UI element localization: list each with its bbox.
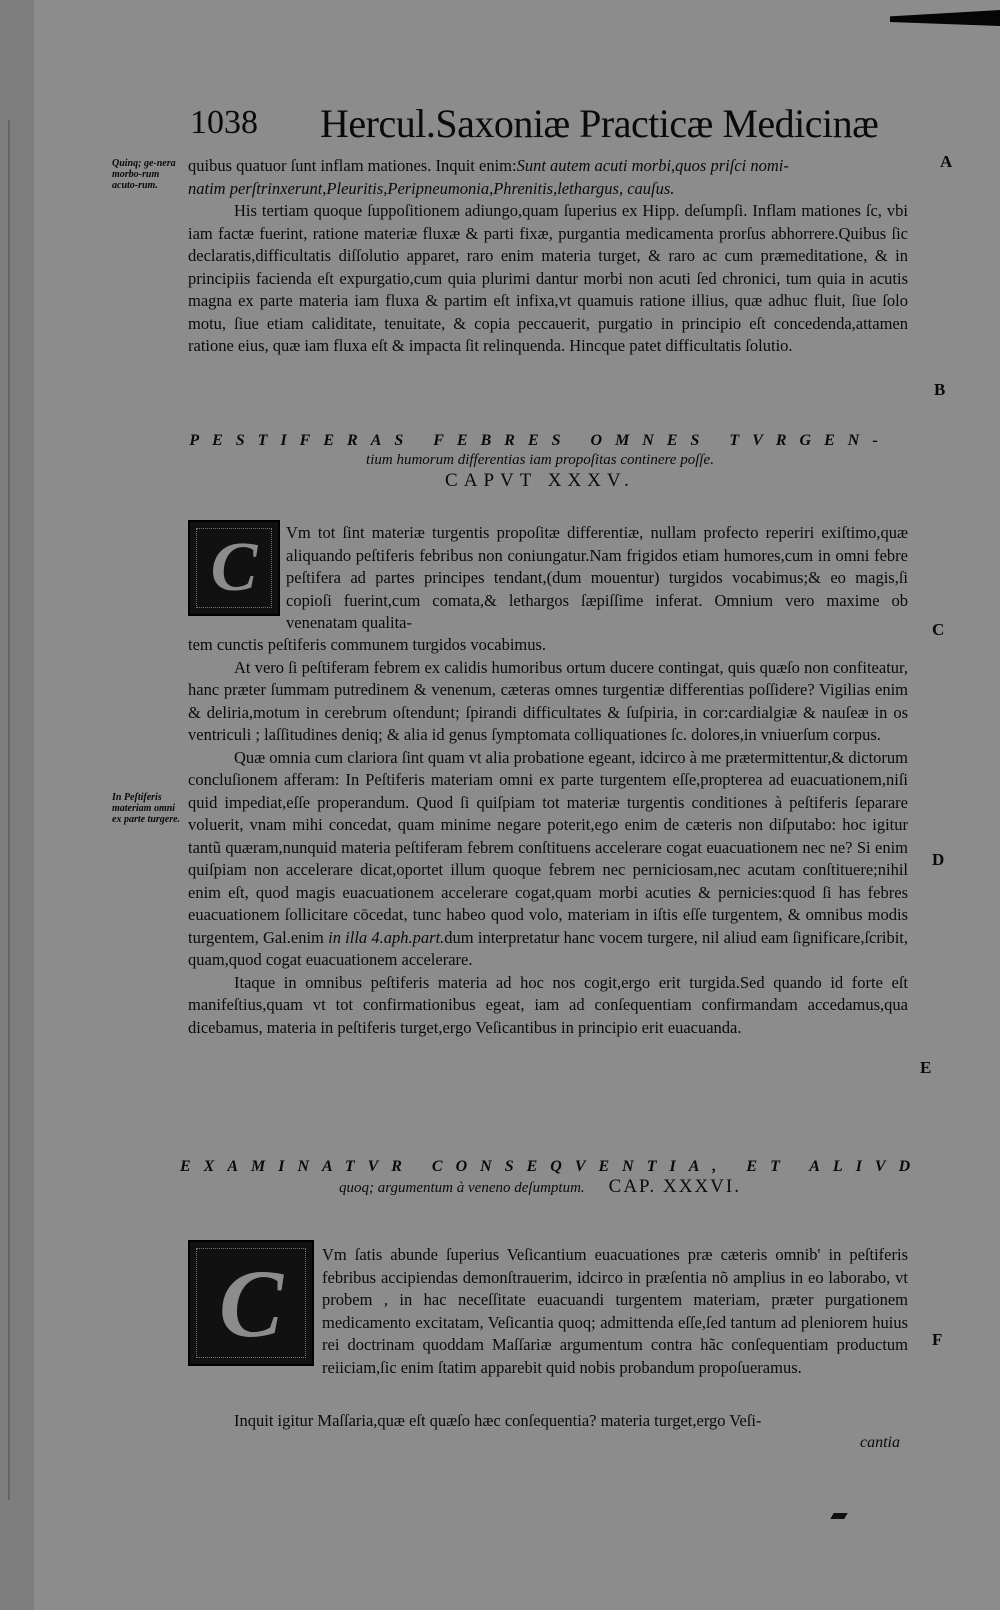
line1-text: quibus quatuor ſunt inflam mationes. Inquit enim: — [188, 156, 517, 175]
section-marker-f: F — [932, 1330, 943, 1349]
chapter35-opening-text: Vm tot ſint materiæ turgentis propoſitæ differentiæ, nullam profecto reperiri exiſtimo,quæ aliquando peſtiferis febribus non coniungatur.Nam frigidos etiam humores,cum in omni febre peſtifera ad partes principes tendant,(dum mouentur) turgidos vocabimus;& eo magis,ſi copioſi fuerint,cum comata,& lethargos ſæpiſſime inferat. Omnium vero maxime ob venenatam qualita- — [286, 523, 908, 632]
chapter36-body — [188, 1410, 908, 1433]
spine-line — [8, 120, 10, 1500]
chapter35-para3 — [188, 747, 908, 972]
folio-number: 1038 — [190, 104, 258, 141]
section-marker-a: A — [940, 152, 953, 171]
decorated-initial-c — [188, 520, 280, 616]
section-marker-d: D — [932, 850, 945, 869]
chapter35-subtitle: tium humorum differentias iam propoſitas continere poſſe. — [366, 452, 714, 468]
chapter36-para2: Inquit igitur Maſſaria,quæ eſt quæſo hæc conſequentia? materia turget,ergo Veſi- — [234, 1411, 762, 1430]
section1-text — [188, 155, 908, 358]
catchword: cantia — [860, 1434, 900, 1451]
para3-end: dum interpretatur hanc vocem turgere, nil aliud eam ſignificare,ſcribit, quam,quod cogat euacuationem accelerare. — [188, 927, 908, 969]
bottom-mark — [830, 1513, 847, 1519]
chapter35-after-initial: tem cunctis peſtiferis communem turgidos vocabimus. — [188, 635, 547, 654]
chapter36-opening — [322, 1244, 908, 1379]
initial-letter: C — [210, 529, 258, 606]
chapter35-heading — [180, 432, 900, 492]
section1-paragraph: His tertiam quoque ſuppoſitionem adiungo,quam ſuperius ex Hipp. deſumpſi. Inflam mationes ſc, vbi iam factæ fuerint, ratione materiæ fluxæ & parti fixæ, purgantia medicamenta prorſus abhorrere.Quibus ſic declaratis,difficultatis diſſolutio apparet, raro enim materia turget, & raro ac cum præmeditatione, & in principiis facienda eſt expurgatio,cum quia plurimi dantur morbi non acuti ſed chronici, tum quia in acutis magna ex parte materia iam fluxa & partim eſt infixa,vt quamuis ratione illius, quæ adhuc fluit, ſiue ſolo motu, ſiue etiam caliditate, tenuitate, & copia peccauerit, purgatio in principio eſt concedenda,attamen ratione eius, quæ iam fluxa eſt & impacta ſit relinquenda. Hincque patet difficultatis ſolutio. — [188, 201, 908, 355]
book-title: Hercul.Saxoniæ Practicæ Medicinæ — [320, 101, 879, 146]
chapter35-para4: Itaque in omnibus peſtiferis materia ad hoc nos cogit,ergo erit turgida.Sed quando id forte eſt manifeſtius,quam vt tot confirmationibus egeat, iam ad conſequentiam confirmandam accedamus,qua dicebamus, materia in peſtiferis turget,ergo Veſicantibus in principio erit euacuanda. — [188, 972, 908, 1037]
decorated-initial-c2 — [188, 1240, 314, 1366]
chapter36-opening-text: Vm ſatis abunde ſuperius Veſicantium euacuationes præ cæteris omnib' in peſtiferis febribus accipiendas demonſtrauerim, idcirco in præſentia nõ amplius in eo laborabo, vt probem , in hac neceſſitate euacuandi turgentem materiam, præter purgationem medicamento excitatam, Veſicantia quoq; admittenda eſſe,ſed tantum ad pleniorem huius rei doctrinam quoddam Maſſariæ argumentum contra hãc conſequentiam productum reiiciam,ſic enim ſtatim apparebit quid nobis probandum propoſueramus. — [322, 1245, 908, 1377]
section-marker-e: E — [920, 1058, 932, 1077]
para3-text: Quæ omnia cum clariora ſint quam vt alia probatione egeant, idcirco à me prætermittentur,& dictorum concluſionem afferam: In Peſtiferis materiam omni ex parte turgentem eſſe,propterea ad euacuationem,niſi quid impediat,eſſe properandum. Quod ſi quiſpiam tot materiæ turgentis conditiones à peſtiferis ſeparare voluerit, vnam mihi concedat, quam minime negare poterit,ego enim de cæteris non diſputabo: hoc igitur tantũ quæram,nunquid materia peſtiferam febrem conſtituens accelerare cogat euacuationem nec ne? Si enim quiſpiam non accelerare dicat,oportet illum quoque febrem nec perniciosam,nec acutam conſtituere;nihil enim eſt, quod magis euacuationem accelerare cogat,quam morbi acuties & pernicies:quod ſi has febres euacuationem ſollicitare cōcedat, tunc habeo quod volo, materiam in iſtis eſſe turgentem, & omnibus modis turgentem, Gal.enim — [188, 747, 908, 947]
chapter36-heading — [180, 1158, 924, 1198]
running-head — [190, 100, 890, 150]
chapter35-number: CAPVT XXXV. — [445, 470, 635, 491]
section-marker-b: B — [934, 380, 946, 399]
chapter35-title: PESTIFERAS FEBRES OMNES TVRGEN- — [189, 432, 891, 449]
corner-mark — [890, 10, 1000, 26]
line1-italic: Sunt autem acuti morbi,quos priſci nomi- — [516, 156, 789, 175]
margin-note-acute: Quinq; ge-nera morbo-rum acuto-rum. — [112, 158, 176, 191]
section1-line1 — [188, 155, 908, 178]
section-marker-c: C — [932, 620, 945, 639]
initial-letter-2: C — [218, 1249, 284, 1357]
book-spine — [0, 0, 34, 1610]
chapter35-body — [188, 634, 908, 1039]
chapter35-opening — [286, 522, 908, 635]
margin-note-pestiferis: In Peſtiferis materiam omni ex parte turgere. — [112, 792, 181, 825]
chapter35-para2: At vero ſi peſtiferam febrem ex calidis humoribus ortum ducere contingat, quis quæſo non confiteatur, hanc præter ſummam putredinem & venenum, cæteras omnes turgentiæ differentias poſſidere? Vigilias enim & deliria,motum in cerebrum oſtendunt; ſpirandi difficultates & ſuſpiria, in cor:cardialgiæ & nauſeæ in os ventriculi ; laſſitudines deniq; & alia id genus ſymptomata colliquationes ſc. dolores,in vniuerſum corpus. — [188, 657, 908, 744]
chapter36-number: CAP. XXXVI. — [608, 1176, 741, 1197]
chapter36-subtitle: quoq; argumentum à veneno deſumptum. — [339, 1180, 585, 1196]
section1-line2: natim perſtrinxerunt,Pleuritis,Peripneumonia,Phrenitis,lethargus, cauſus. — [188, 178, 675, 198]
para3-citation: in illa 4.aph.part. — [328, 927, 445, 947]
chapter36-title: EXAMINATVR CONSEQVENTIA, ET ALIVD — [180, 1158, 924, 1175]
